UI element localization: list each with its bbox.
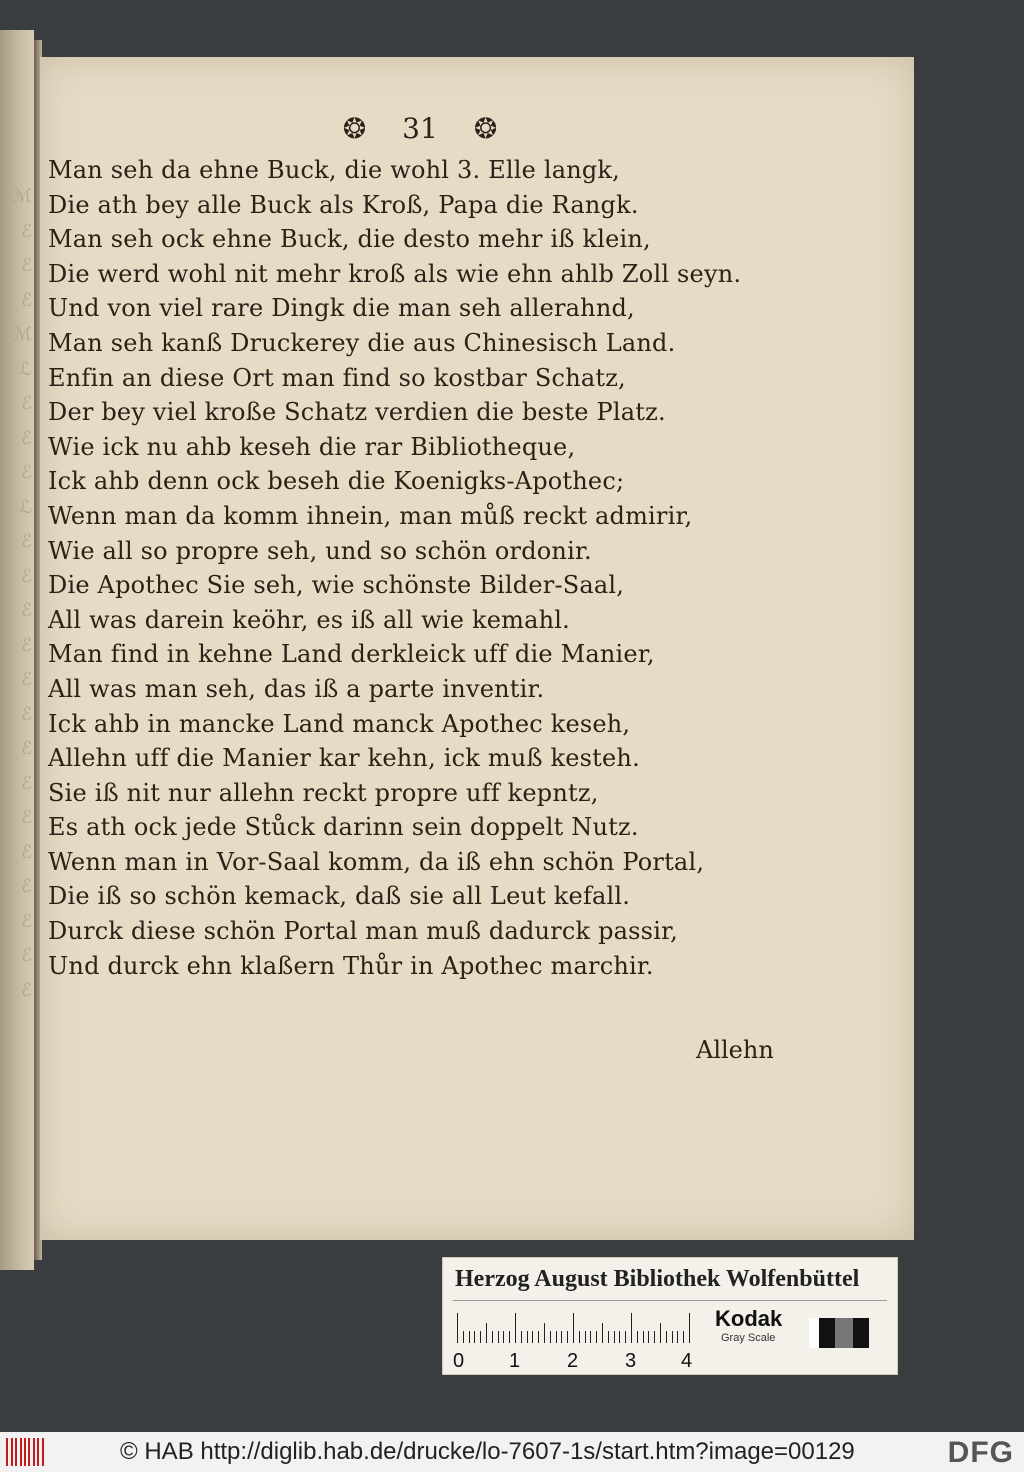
poem-line: Durck diese schön Portal man muß dadurck passir,	[48, 917, 678, 946]
ruler-tick	[631, 1313, 632, 1343]
catchword: Allehn	[696, 1036, 774, 1064]
ruler-tick	[677, 1331, 678, 1343]
poem-line: Ick ahb denn ock beseh die Koenigks-Apothec;	[48, 467, 625, 496]
poem-line: All was man seh, das iß a parte inventir.	[48, 674, 545, 703]
ruler-tick	[527, 1331, 528, 1343]
ruler-tick	[573, 1313, 574, 1343]
poem-line: Wenn man in Vor-Saal komm, da iß ehn schön Portal,	[48, 847, 705, 876]
ruler-tick	[492, 1331, 493, 1343]
ruler-label-1: 1	[509, 1350, 521, 1372]
ruler-label-3: 3	[625, 1350, 637, 1372]
ornament-left-icon: ❂	[342, 112, 367, 145]
ruler-tick	[596, 1331, 597, 1343]
card-divider	[453, 1300, 887, 1301]
ruler-tick	[625, 1331, 626, 1343]
ruler-tick	[666, 1331, 667, 1343]
gray-scale-label: Gray Scale	[721, 1332, 776, 1344]
ruler-tick	[619, 1331, 620, 1343]
ruler-tick	[585, 1331, 586, 1343]
previous-page-edge	[0, 30, 34, 1270]
ruler-tick	[521, 1331, 522, 1343]
ruler-tick	[608, 1331, 609, 1343]
ruler-tick	[498, 1331, 499, 1343]
ruler-tick	[480, 1331, 481, 1343]
poem-line: Die iß so schön kemack, daß sie all Leut kefall.	[48, 882, 631, 911]
gray-patch-white	[809, 1318, 819, 1348]
barcode-bar	[28, 1438, 30, 1466]
ruler-tick	[590, 1331, 591, 1343]
poem-line: Der bey viel kroße Schatz verdien die beste Platz.	[48, 398, 666, 427]
poem-line: Man seh da ehne Buck, die wohl 3. Elle langk,	[48, 156, 620, 184]
ruler-tick	[689, 1313, 690, 1343]
ruler-tick	[683, 1331, 684, 1343]
poem-line: Allehn uff die Manier kar kehn, ick muß kesteh.	[48, 744, 640, 773]
barcode-bar	[42, 1438, 44, 1466]
barcode-bar	[20, 1438, 22, 1466]
poem-text	[48, 153, 742, 983]
ruler-tick	[660, 1323, 661, 1343]
ruler-tick	[579, 1331, 580, 1343]
ruler-tick	[643, 1331, 644, 1343]
copyright-link[interactable]: © HAB http://diglib.hab.de/drucke/lo-7607-1s/start.htm?image=00129	[120, 1438, 855, 1465]
ruler-label-0: 0	[453, 1350, 465, 1372]
ruler-tick	[567, 1331, 568, 1343]
poem-line: Wie ick nu ahb keseh die rar Bibliotheque,	[48, 432, 576, 461]
poem-line: Es ath ock jede Stůck darinn sein doppelt Nutz.	[48, 813, 639, 842]
ruler-tick	[486, 1323, 487, 1343]
ruler-tick	[561, 1331, 562, 1343]
ruler-label-2: 2	[567, 1350, 579, 1372]
poem-line: Und durck ehn klaßern Thůr in Apothec marchir.	[48, 951, 654, 980]
color-scale-card	[442, 1257, 898, 1375]
page-number: 31	[402, 112, 438, 145]
ruler-tick	[544, 1323, 545, 1343]
poem-line: Sie iß nit nur allehn reckt propre uff kepntz,	[48, 778, 599, 807]
barcode-icon	[6, 1438, 48, 1466]
gray-patch-gray	[835, 1318, 853, 1348]
ruler-label-4: 4	[681, 1350, 693, 1372]
ruler-tick	[550, 1331, 551, 1343]
ornament-right-icon: ❂	[473, 112, 498, 145]
ruler-tick	[654, 1331, 655, 1343]
ruler-tick	[463, 1331, 464, 1343]
ruler-tick	[503, 1331, 504, 1343]
barcode-bar	[11, 1438, 13, 1466]
ruler-tick	[614, 1331, 615, 1343]
poem-line: Enfin an diese Ort man find so kostbar Schatz,	[48, 363, 626, 392]
poem-line: Wenn man da komm ihnein, man můß reckt admirir,	[48, 501, 693, 530]
ruler-tick	[672, 1331, 673, 1343]
ruler-tick	[474, 1331, 475, 1343]
ruler-tick	[538, 1331, 539, 1343]
ruler-tick	[648, 1331, 649, 1343]
ruler-tick	[469, 1331, 470, 1343]
ruler-tick	[532, 1331, 533, 1343]
poem-line: Die Apothec Sie seh, wie schönste Bilder-Saal,	[48, 571, 625, 600]
poem-line: Die werd wohl nit mehr kroß als wie ehn ahlb Zoll seyn.	[48, 259, 742, 288]
ruler	[457, 1313, 692, 1343]
barcode-bar	[33, 1438, 35, 1466]
barcode-bar	[37, 1438, 39, 1466]
poem-line: Man find in kehne Land derkleick uff die Manier,	[48, 640, 655, 669]
poem-line: Und von viel rare Dingk die man seh allerahnd,	[48, 294, 635, 323]
poem-line: Wie all so propre seh, und so schön ordonir.	[48, 536, 592, 565]
footer-bar	[0, 1432, 1024, 1472]
ruler-tick	[602, 1323, 603, 1343]
institution-name: Herzog August Bibliothek Wolfenbüttel	[455, 1266, 860, 1292]
ruler-tick	[509, 1331, 510, 1343]
poem-line: All was darein keöhr, es iß all wie kemahl.	[48, 605, 570, 634]
barcode-bar	[24, 1438, 26, 1466]
dfg-logo: DFG	[947, 1436, 1014, 1469]
bleed-through-letters: ℳ ℰ ℰ ℰ ℳ ℒ ℰ ℰ ℰ ℒ ℰ ℰ ℰ ℰ ℰ ℰ ℰ ℰ ℰ ℰ ℰ ℰ ℰ ℰ	[12, 186, 32, 1001]
gray-patch-black	[819, 1318, 835, 1348]
ruler-tick	[457, 1313, 458, 1343]
ruler-tick	[556, 1331, 557, 1343]
poem-line: Ick ahb in mancke Land manck Apothec keseh,	[48, 709, 631, 738]
kodak-logo: Kodak	[715, 1306, 783, 1331]
poem-line: Die ath bey alle Buck als Kroß, Papa die Rangk.	[48, 190, 639, 219]
gray-patch-black-2	[853, 1318, 869, 1348]
poem-line: Man seh kanß Druckerey die aus Chinesisch Land.	[48, 328, 676, 357]
ruler-tick	[637, 1331, 638, 1343]
poem-line: Man seh ock ehne Buck, die desto mehr iß klein,	[48, 225, 651, 254]
barcode-bar	[6, 1438, 8, 1466]
barcode-bar	[15, 1438, 17, 1466]
page-header	[310, 112, 530, 145]
ruler-tick	[515, 1313, 516, 1343]
